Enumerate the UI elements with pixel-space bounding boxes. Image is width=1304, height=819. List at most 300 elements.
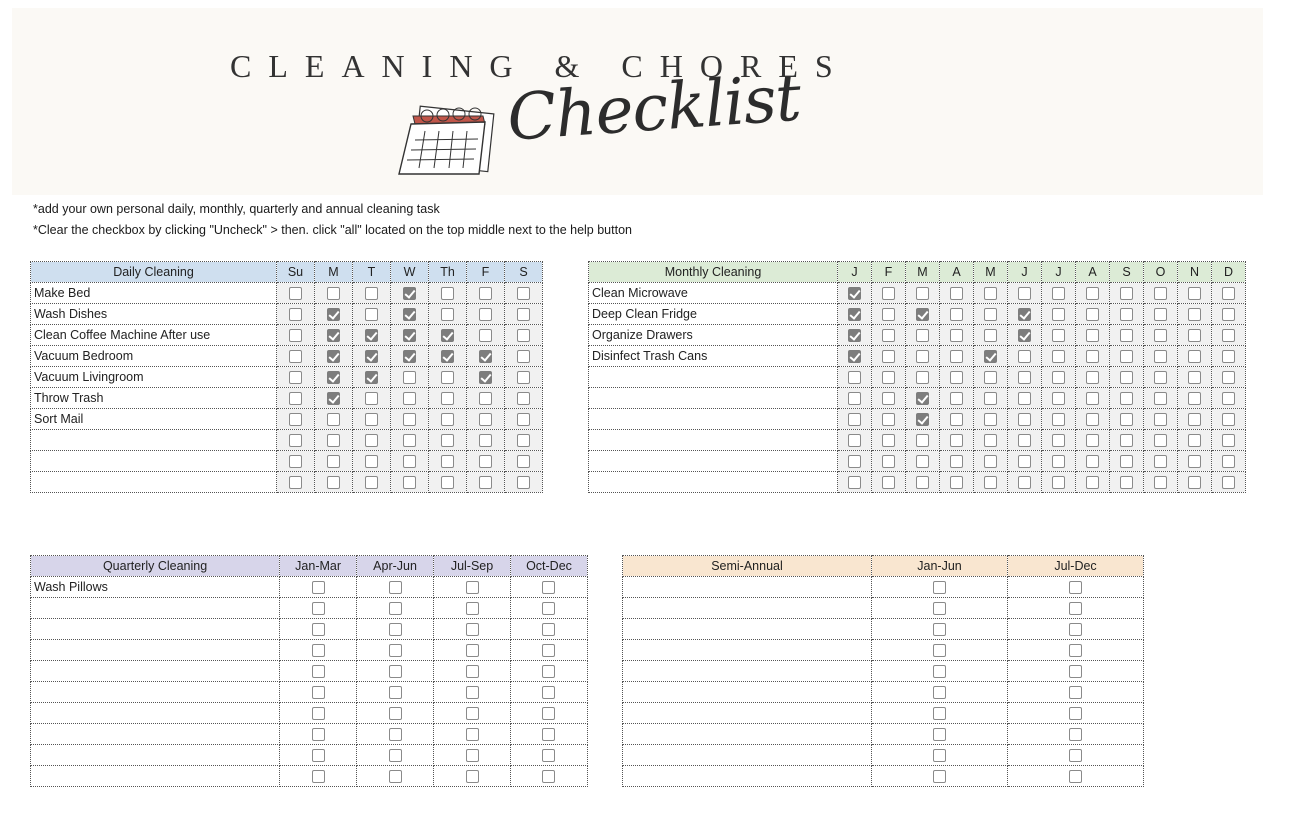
checkbox-unchecked[interactable] bbox=[1069, 665, 1082, 678]
checkbox-unchecked[interactable] bbox=[403, 392, 416, 405]
checkbox-unchecked[interactable] bbox=[1188, 392, 1201, 405]
checkbox-unchecked[interactable] bbox=[289, 371, 302, 384]
daily-task-cell[interactable]: Clean Coffee Machine After use bbox=[31, 325, 277, 346]
daily-task-cell[interactable] bbox=[31, 472, 277, 493]
checkbox-unchecked[interactable] bbox=[365, 413, 378, 426]
checkbox-checked[interactable] bbox=[365, 329, 378, 342]
checkbox-unchecked[interactable] bbox=[389, 623, 402, 636]
checkbox-unchecked[interactable] bbox=[479, 413, 492, 426]
checkbox-unchecked[interactable] bbox=[1086, 413, 1099, 426]
checkbox-unchecked[interactable] bbox=[848, 434, 861, 447]
checkbox-unchecked[interactable] bbox=[1222, 476, 1235, 489]
checkbox-unchecked[interactable] bbox=[1052, 350, 1065, 363]
checkbox-unchecked[interactable] bbox=[882, 350, 895, 363]
checkbox-unchecked[interactable] bbox=[289, 392, 302, 405]
checkbox-unchecked[interactable] bbox=[517, 455, 530, 468]
daily-check-cell bbox=[277, 388, 315, 409]
checkbox-unchecked[interactable] bbox=[1154, 371, 1167, 384]
checkbox-unchecked[interactable] bbox=[1222, 413, 1235, 426]
checkbox-unchecked[interactable] bbox=[542, 707, 555, 720]
checkbox-unchecked[interactable] bbox=[1222, 434, 1235, 447]
checkbox-unchecked[interactable] bbox=[389, 749, 402, 762]
daily-task-cell[interactable]: Sort Mail bbox=[31, 409, 277, 430]
daily-task-cell[interactable] bbox=[31, 451, 277, 472]
checkbox-unchecked[interactable] bbox=[882, 308, 895, 321]
checkbox-unchecked[interactable] bbox=[312, 728, 325, 741]
checkbox-unchecked[interactable] bbox=[1154, 287, 1167, 300]
checkbox-unchecked[interactable] bbox=[882, 434, 895, 447]
checkbox-unchecked[interactable] bbox=[517, 308, 530, 321]
checkbox-unchecked[interactable] bbox=[1069, 581, 1082, 594]
checkbox-unchecked[interactable] bbox=[542, 665, 555, 678]
checkbox-checked[interactable] bbox=[441, 329, 454, 342]
checkbox-unchecked[interactable] bbox=[542, 749, 555, 762]
checkbox-unchecked[interactable] bbox=[950, 413, 963, 426]
daily-task-cell[interactable]: Wash Dishes bbox=[31, 304, 277, 325]
checkbox-unchecked[interactable] bbox=[984, 413, 997, 426]
checkbox-unchecked[interactable] bbox=[466, 665, 479, 678]
checkbox-unchecked[interactable] bbox=[1052, 329, 1065, 342]
checkbox-unchecked[interactable] bbox=[389, 665, 402, 678]
checkbox-unchecked[interactable] bbox=[950, 476, 963, 489]
quarterly-task-cell[interactable] bbox=[31, 682, 280, 703]
checkbox-checked[interactable] bbox=[327, 350, 340, 363]
checkbox-unchecked[interactable] bbox=[441, 392, 454, 405]
daily-task-cell[interactable]: Vacuum Livingroom bbox=[31, 367, 277, 388]
checkbox-unchecked[interactable] bbox=[466, 728, 479, 741]
checkbox-checked[interactable] bbox=[327, 371, 340, 384]
checkbox-unchecked[interactable] bbox=[542, 581, 555, 594]
checkbox-unchecked[interactable] bbox=[441, 287, 454, 300]
checkbox-unchecked[interactable] bbox=[542, 602, 555, 615]
checkbox-unchecked[interactable] bbox=[882, 455, 895, 468]
checkbox-unchecked[interactable] bbox=[479, 392, 492, 405]
checkbox-checked[interactable] bbox=[479, 350, 492, 363]
checkbox-unchecked[interactable] bbox=[517, 413, 530, 426]
checkbox-unchecked[interactable] bbox=[403, 371, 416, 384]
semiannual-task-cell[interactable] bbox=[623, 745, 872, 766]
checkbox-unchecked[interactable] bbox=[1120, 329, 1133, 342]
checkbox-unchecked[interactable] bbox=[466, 770, 479, 783]
checkbox-checked[interactable] bbox=[848, 308, 861, 321]
checkbox-unchecked[interactable] bbox=[289, 350, 302, 363]
checkbox-unchecked[interactable] bbox=[1052, 434, 1065, 447]
checkbox-unchecked[interactable] bbox=[1120, 287, 1133, 300]
checkbox-checked[interactable] bbox=[848, 350, 861, 363]
checkbox-unchecked[interactable] bbox=[327, 476, 340, 489]
semiannual-task-cell[interactable] bbox=[623, 577, 872, 598]
semiannual-task-cell[interactable] bbox=[623, 619, 872, 640]
checkbox-unchecked[interactable] bbox=[517, 476, 530, 489]
checkbox-unchecked[interactable] bbox=[1154, 413, 1167, 426]
checkbox-checked[interactable] bbox=[403, 308, 416, 321]
checkbox-unchecked[interactable] bbox=[403, 455, 416, 468]
checkbox-checked[interactable] bbox=[365, 350, 378, 363]
checkbox-checked[interactable] bbox=[848, 287, 861, 300]
checkbox-unchecked[interactable] bbox=[1086, 476, 1099, 489]
checkbox-unchecked[interactable] bbox=[1018, 371, 1031, 384]
checkbox-unchecked[interactable] bbox=[517, 329, 530, 342]
monthly-task-cell[interactable] bbox=[589, 451, 838, 472]
checkbox-unchecked[interactable] bbox=[1018, 434, 1031, 447]
checkbox-unchecked[interactable] bbox=[327, 413, 340, 426]
checkbox-checked[interactable] bbox=[479, 371, 492, 384]
checkbox-unchecked[interactable] bbox=[403, 476, 416, 489]
checkbox-unchecked[interactable] bbox=[1018, 392, 1031, 405]
checkbox-checked[interactable] bbox=[365, 371, 378, 384]
checkbox-unchecked[interactable] bbox=[1086, 329, 1099, 342]
checkbox-unchecked[interactable] bbox=[289, 287, 302, 300]
checkbox-unchecked[interactable] bbox=[984, 371, 997, 384]
semiannual-task-cell[interactable] bbox=[623, 640, 872, 661]
checkbox-unchecked[interactable] bbox=[933, 707, 946, 720]
checkbox-unchecked[interactable] bbox=[466, 602, 479, 615]
checkbox-unchecked[interactable] bbox=[479, 308, 492, 321]
checkbox-unchecked[interactable] bbox=[933, 770, 946, 783]
checkbox-unchecked[interactable] bbox=[1120, 476, 1133, 489]
checkbox-unchecked[interactable] bbox=[312, 644, 325, 657]
checkbox-unchecked[interactable] bbox=[882, 287, 895, 300]
checkbox-unchecked[interactable] bbox=[327, 287, 340, 300]
checkbox-unchecked[interactable] bbox=[984, 308, 997, 321]
checkbox-checked[interactable] bbox=[327, 329, 340, 342]
checkbox-unchecked[interactable] bbox=[950, 455, 963, 468]
checkbox-checked[interactable] bbox=[403, 350, 416, 363]
checkbox-unchecked[interactable] bbox=[1018, 287, 1031, 300]
checkbox-unchecked[interactable] bbox=[1052, 371, 1065, 384]
checkbox-unchecked[interactable] bbox=[933, 686, 946, 699]
checkbox-checked[interactable] bbox=[848, 329, 861, 342]
checkbox-unchecked[interactable] bbox=[479, 476, 492, 489]
checkbox-unchecked[interactable] bbox=[1018, 455, 1031, 468]
quarterly-check-cell bbox=[510, 598, 587, 619]
checkbox-checked[interactable] bbox=[327, 308, 340, 321]
checkbox-unchecked[interactable] bbox=[517, 392, 530, 405]
checkbox-unchecked[interactable] bbox=[389, 686, 402, 699]
checkbox-unchecked[interactable] bbox=[542, 644, 555, 657]
checkbox-unchecked[interactable] bbox=[466, 749, 479, 762]
quarterly-task-cell[interactable] bbox=[31, 724, 280, 745]
checkbox-unchecked[interactable] bbox=[441, 455, 454, 468]
checkbox-unchecked[interactable] bbox=[1086, 287, 1099, 300]
checkbox-unchecked[interactable] bbox=[882, 413, 895, 426]
checkbox-unchecked[interactable] bbox=[479, 287, 492, 300]
checkbox-unchecked[interactable] bbox=[466, 623, 479, 636]
checkbox-unchecked[interactable] bbox=[1222, 350, 1235, 363]
checkbox-unchecked[interactable] bbox=[916, 434, 929, 447]
checkbox-unchecked[interactable] bbox=[984, 287, 997, 300]
checkbox-unchecked[interactable] bbox=[312, 665, 325, 678]
checkbox-unchecked[interactable] bbox=[1188, 308, 1201, 321]
semiannual-task-cell[interactable] bbox=[623, 598, 872, 619]
checkbox-unchecked[interactable] bbox=[517, 287, 530, 300]
checkbox-unchecked[interactable] bbox=[441, 371, 454, 384]
monthly-task-cell[interactable] bbox=[589, 472, 838, 493]
checkbox-unchecked[interactable] bbox=[1188, 287, 1201, 300]
checkbox-unchecked[interactable] bbox=[1188, 413, 1201, 426]
checkbox-unchecked[interactable] bbox=[1188, 476, 1201, 489]
checkbox-unchecked[interactable] bbox=[1052, 413, 1065, 426]
checkbox-unchecked[interactable] bbox=[1154, 434, 1167, 447]
checkbox-unchecked[interactable] bbox=[882, 329, 895, 342]
checkbox-unchecked[interactable] bbox=[1222, 308, 1235, 321]
checkbox-unchecked[interactable] bbox=[1120, 350, 1133, 363]
semiannual-title-header: Semi-Annual bbox=[623, 556, 872, 577]
checkbox-unchecked[interactable] bbox=[1018, 413, 1031, 426]
checkbox-unchecked[interactable] bbox=[933, 623, 946, 636]
semiannual-task-cell[interactable] bbox=[623, 661, 872, 682]
checkbox-unchecked[interactable] bbox=[1018, 476, 1031, 489]
monthly-check-cell bbox=[838, 346, 872, 367]
checkbox-unchecked[interactable] bbox=[933, 665, 946, 678]
checkbox-unchecked[interactable] bbox=[916, 476, 929, 489]
checkbox-checked[interactable] bbox=[916, 392, 929, 405]
checkbox-checked[interactable] bbox=[984, 350, 997, 363]
checkbox-unchecked[interactable] bbox=[289, 413, 302, 426]
checkbox-unchecked[interactable] bbox=[984, 392, 997, 405]
checkbox-unchecked[interactable] bbox=[882, 371, 895, 384]
checkbox-unchecked[interactable] bbox=[1154, 476, 1167, 489]
checkbox-unchecked[interactable] bbox=[1086, 308, 1099, 321]
checkbox-unchecked[interactable] bbox=[312, 623, 325, 636]
checkbox-unchecked[interactable] bbox=[1069, 686, 1082, 699]
checkbox-unchecked[interactable] bbox=[479, 434, 492, 447]
checkbox-unchecked[interactable] bbox=[950, 287, 963, 300]
checkbox-unchecked[interactable] bbox=[312, 770, 325, 783]
checkbox-unchecked[interactable] bbox=[289, 329, 302, 342]
checkbox-unchecked[interactable] bbox=[389, 707, 402, 720]
checkbox-unchecked[interactable] bbox=[933, 602, 946, 615]
monthly-task-cell[interactable] bbox=[589, 367, 838, 388]
checkbox-unchecked[interactable] bbox=[1086, 392, 1099, 405]
daily-check-cell bbox=[429, 409, 467, 430]
checkbox-unchecked[interactable] bbox=[1222, 392, 1235, 405]
checkbox-unchecked[interactable] bbox=[312, 686, 325, 699]
checkbox-unchecked[interactable] bbox=[312, 749, 325, 762]
daily-task-cell[interactable]: Make Bed bbox=[31, 283, 277, 304]
checkbox-unchecked[interactable] bbox=[1120, 371, 1133, 384]
quarterly-task-cell[interactable] bbox=[31, 745, 280, 766]
checkbox-unchecked[interactable] bbox=[479, 455, 492, 468]
checkbox-unchecked[interactable] bbox=[441, 434, 454, 447]
checkbox-unchecked[interactable] bbox=[950, 392, 963, 405]
checkbox-checked[interactable] bbox=[403, 329, 416, 342]
monthly-task-cell[interactable] bbox=[589, 430, 838, 451]
checkbox-unchecked[interactable] bbox=[312, 581, 325, 594]
checkbox-unchecked[interactable] bbox=[441, 308, 454, 321]
checkbox-unchecked[interactable] bbox=[289, 308, 302, 321]
checkbox-unchecked[interactable] bbox=[916, 329, 929, 342]
quarterly-task-cell[interactable] bbox=[31, 619, 280, 640]
checkbox-unchecked[interactable] bbox=[403, 413, 416, 426]
checkbox-unchecked[interactable] bbox=[1222, 371, 1235, 384]
checkbox-unchecked[interactable] bbox=[1069, 623, 1082, 636]
checkbox-unchecked[interactable] bbox=[312, 602, 325, 615]
checkbox-unchecked[interactable] bbox=[916, 350, 929, 363]
checkbox-unchecked[interactable] bbox=[289, 476, 302, 489]
monthly-task-cell[interactable]: Deep Clean Fridge bbox=[589, 304, 838, 325]
checkbox-unchecked[interactable] bbox=[1052, 308, 1065, 321]
checkbox-unchecked[interactable] bbox=[933, 749, 946, 762]
quarterly-task-cell[interactable] bbox=[31, 598, 280, 619]
checkbox-unchecked[interactable] bbox=[950, 329, 963, 342]
checkbox-unchecked[interactable] bbox=[848, 455, 861, 468]
checkbox-unchecked[interactable] bbox=[1069, 644, 1082, 657]
monthly-task-cell[interactable]: Organize Drawers bbox=[589, 325, 838, 346]
daily-task-cell[interactable]: Vacuum Bedroom bbox=[31, 346, 277, 367]
checkbox-unchecked[interactable] bbox=[542, 770, 555, 783]
checkbox-unchecked[interactable] bbox=[389, 728, 402, 741]
checkbox-unchecked[interactable] bbox=[1222, 329, 1235, 342]
quarterly-task-cell[interactable] bbox=[31, 766, 280, 787]
checkbox-unchecked[interactable] bbox=[1069, 749, 1082, 762]
checkbox-unchecked[interactable] bbox=[1154, 392, 1167, 405]
checkbox-unchecked[interactable] bbox=[1188, 329, 1201, 342]
checkbox-unchecked[interactable] bbox=[389, 644, 402, 657]
checkbox-unchecked[interactable] bbox=[466, 707, 479, 720]
monthly-check-cell bbox=[906, 388, 940, 409]
checkbox-unchecked[interactable] bbox=[542, 728, 555, 741]
checkbox-unchecked[interactable] bbox=[916, 455, 929, 468]
checkbox-unchecked[interactable] bbox=[1052, 455, 1065, 468]
checkbox-unchecked[interactable] bbox=[984, 476, 997, 489]
checkbox-unchecked[interactable] bbox=[933, 581, 946, 594]
checkbox-unchecked[interactable] bbox=[517, 434, 530, 447]
checkbox-unchecked[interactable] bbox=[441, 476, 454, 489]
checkbox-unchecked[interactable] bbox=[1069, 728, 1082, 741]
checkbox-checked[interactable] bbox=[1018, 308, 1031, 321]
checkbox-unchecked[interactable] bbox=[289, 455, 302, 468]
checkbox-unchecked[interactable] bbox=[517, 350, 530, 363]
checkbox-checked[interactable] bbox=[916, 308, 929, 321]
checkbox-unchecked[interactable] bbox=[984, 329, 997, 342]
checkbox-unchecked[interactable] bbox=[389, 602, 402, 615]
checkbox-unchecked[interactable] bbox=[933, 728, 946, 741]
monthly-task-cell[interactable] bbox=[589, 409, 838, 430]
checkbox-unchecked[interactable] bbox=[882, 476, 895, 489]
checkbox-unchecked[interactable] bbox=[1120, 308, 1133, 321]
checkbox-unchecked[interactable] bbox=[389, 770, 402, 783]
checkbox-unchecked[interactable] bbox=[1052, 392, 1065, 405]
semiannual-check-cell bbox=[872, 640, 1008, 661]
checkbox-unchecked[interactable] bbox=[950, 371, 963, 384]
checkbox-unchecked[interactable] bbox=[984, 455, 997, 468]
checkbox-unchecked[interactable] bbox=[441, 413, 454, 426]
checkbox-unchecked[interactable] bbox=[1120, 392, 1133, 405]
checkbox-unchecked[interactable] bbox=[933, 644, 946, 657]
checkbox-unchecked[interactable] bbox=[1086, 350, 1099, 363]
checkbox-unchecked[interactable] bbox=[1154, 329, 1167, 342]
semiannual-task-cell[interactable] bbox=[623, 724, 872, 745]
checkbox-unchecked[interactable] bbox=[1154, 308, 1167, 321]
checkbox-unchecked[interactable] bbox=[1222, 455, 1235, 468]
monthly-task-cell[interactable]: Clean Microwave bbox=[589, 283, 838, 304]
daily-task-cell[interactable] bbox=[31, 430, 277, 451]
checkbox-unchecked[interactable] bbox=[1222, 287, 1235, 300]
checkbox-unchecked[interactable] bbox=[1188, 434, 1201, 447]
checkbox-unchecked[interactable] bbox=[365, 434, 378, 447]
checkbox-unchecked[interactable] bbox=[848, 476, 861, 489]
checkbox-unchecked[interactable] bbox=[542, 623, 555, 636]
checkbox-unchecked[interactable] bbox=[1069, 602, 1082, 615]
checkbox-unchecked[interactable] bbox=[365, 287, 378, 300]
checkbox-unchecked[interactable] bbox=[950, 350, 963, 363]
checkbox-unchecked[interactable] bbox=[1086, 434, 1099, 447]
quarterly-task-cell[interactable] bbox=[31, 703, 280, 724]
daily-check-cell bbox=[505, 304, 543, 325]
checkbox-unchecked[interactable] bbox=[1120, 455, 1133, 468]
checkbox-unchecked[interactable] bbox=[389, 581, 402, 594]
checkbox-unchecked[interactable] bbox=[403, 434, 416, 447]
checkbox-unchecked[interactable] bbox=[1154, 455, 1167, 468]
semiannual-task-cell[interactable] bbox=[623, 703, 872, 724]
checkbox-unchecked[interactable] bbox=[1188, 371, 1201, 384]
checkbox-unchecked[interactable] bbox=[882, 392, 895, 405]
checkbox-unchecked[interactable] bbox=[984, 434, 997, 447]
checkbox-unchecked[interactable] bbox=[365, 455, 378, 468]
monthly-task-cell[interactable]: Disinfect Trash Cans bbox=[589, 346, 838, 367]
checkbox-unchecked[interactable] bbox=[1086, 371, 1099, 384]
checkbox-unchecked[interactable] bbox=[1120, 434, 1133, 447]
semiannual-task-cell[interactable] bbox=[623, 682, 872, 703]
checkbox-checked[interactable] bbox=[916, 413, 929, 426]
checkbox-unchecked[interactable] bbox=[365, 476, 378, 489]
daily-check-cell bbox=[353, 283, 391, 304]
checkbox-unchecked[interactable] bbox=[950, 308, 963, 321]
checkbox-checked[interactable] bbox=[1018, 329, 1031, 342]
checkbox-unchecked[interactable] bbox=[1154, 350, 1167, 363]
checkbox-unchecked[interactable] bbox=[1188, 455, 1201, 468]
monthly-task-cell[interactable] bbox=[589, 388, 838, 409]
checkbox-unchecked[interactable] bbox=[289, 434, 302, 447]
checkbox-unchecked[interactable] bbox=[466, 644, 479, 657]
checkbox-unchecked[interactable] bbox=[950, 434, 963, 447]
checkbox-unchecked[interactable] bbox=[916, 287, 929, 300]
checkbox-checked[interactable] bbox=[403, 287, 416, 300]
checkbox-unchecked[interactable] bbox=[848, 371, 861, 384]
checkbox-unchecked[interactable] bbox=[312, 707, 325, 720]
checkbox-unchecked[interactable] bbox=[479, 329, 492, 342]
checkbox-unchecked[interactable] bbox=[542, 686, 555, 699]
checkbox-unchecked[interactable] bbox=[848, 392, 861, 405]
checkbox-unchecked[interactable] bbox=[365, 392, 378, 405]
checkbox-unchecked[interactable] bbox=[1188, 350, 1201, 363]
checkbox-unchecked[interactable] bbox=[1052, 287, 1065, 300]
checkbox-unchecked[interactable] bbox=[517, 371, 530, 384]
checkbox-unchecked[interactable] bbox=[365, 308, 378, 321]
checkbox-unchecked[interactable] bbox=[916, 371, 929, 384]
daily-task-cell[interactable]: Throw Trash bbox=[31, 388, 277, 409]
checkbox-unchecked[interactable] bbox=[466, 581, 479, 594]
checkbox-checked[interactable] bbox=[327, 392, 340, 405]
semiannual-task-cell[interactable] bbox=[623, 766, 872, 787]
quarterly-task-cell[interactable] bbox=[31, 661, 280, 682]
checkbox-unchecked[interactable] bbox=[466, 686, 479, 699]
checkbox-unchecked[interactable] bbox=[848, 413, 861, 426]
checkbox-unchecked[interactable] bbox=[327, 434, 340, 447]
checkbox-unchecked[interactable] bbox=[327, 455, 340, 468]
quarterly-task-cell[interactable] bbox=[31, 640, 280, 661]
quarterly-task-cell[interactable]: Wash Pillows bbox=[31, 577, 280, 598]
monthly-check-cell bbox=[940, 388, 974, 409]
checkbox-unchecked[interactable] bbox=[1052, 476, 1065, 489]
checkbox-checked[interactable] bbox=[441, 350, 454, 363]
checkbox-unchecked[interactable] bbox=[1086, 455, 1099, 468]
checkbox-unchecked[interactable] bbox=[1120, 413, 1133, 426]
checkbox-unchecked[interactable] bbox=[1069, 707, 1082, 720]
checkbox-unchecked[interactable] bbox=[1018, 350, 1031, 363]
checkbox-unchecked[interactable] bbox=[1069, 770, 1082, 783]
